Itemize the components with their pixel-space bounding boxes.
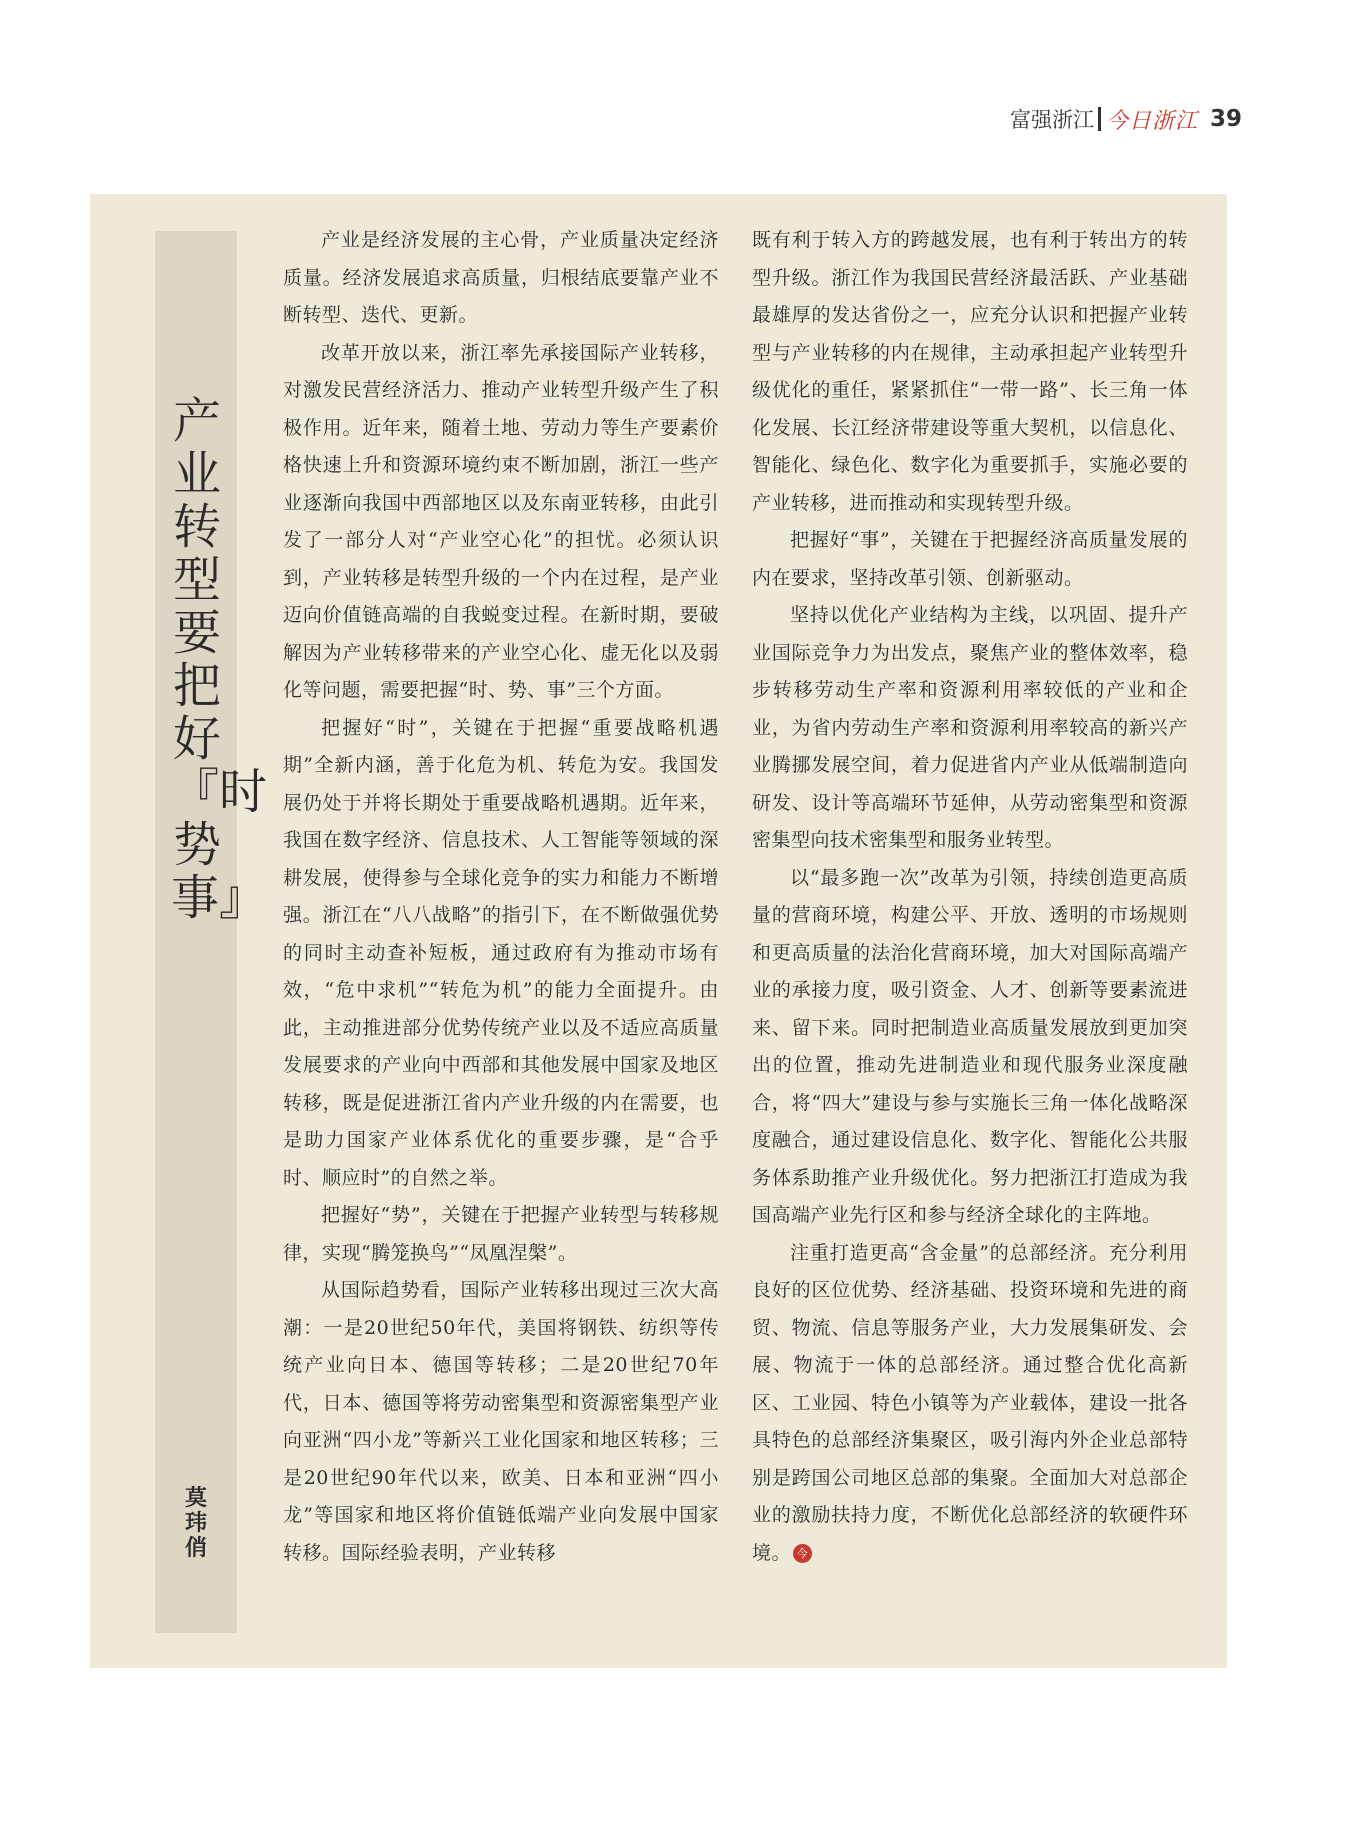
- paragraph: 坚持以优化产业结构为主线，以巩固、提升产业国际竞争力为出发点，聚焦产业的整体效率，稳步转移劳动生产率和资源利用率较低的产业和企业，为省内劳动生产率和资源利用率较高的新兴产业腾挪发展空间，着力促进省内产业从低端制造向研发、设计等高端环节延伸，从劳动密集型和资源密集型向技术密集型和服务业转型。: [752, 604, 1188, 851]
- paragraph-text: 注重打造更高“含金量”的总部经济。充分利用良好的区位优势、经济基础、投资环境和先进的商贸、物流、信息等服务产业，大力发展集研发、会展、物流于一体的总部经济。通过整合优化高新区、工业园、特色小镇等为产业载体，建设一批各具特色的总部经济集聚区，吸引海内外企业总部特别是跨国公司地区总部的集聚。全面加大对总部企业的激励扶持力度，不断优化总部经济的软硬件环境。: [752, 1241, 1188, 1564]
- article-title: 产业转型要把好『时势事』: [171, 393, 268, 926]
- paragraph: 从国际趋势看，国际产业转移出现过三次大高潮：一是20世纪50年代，美国将钢铁、纺织等传统产业向日本、德国等转移；二是20世纪70年代，日本、德国等将劳动密集型和资源密集型产业向亚洲“四小龙”等新兴工业化国家和地区转移；三是20世纪90年代以来，欧美、日本和亚洲“四小龙”等国家和地区将价值链低端产业向发展中国家转移。国际经验表明，产业转移: [283, 1279, 719, 1564]
- paragraph: 把握好“势”，关键在于把握产业转型与转移规律，实现“腾笼换鸟”“凤凰涅槃”。: [283, 1204, 719, 1264]
- page-header: [1010, 102, 1242, 136]
- magazine-logo: 今日浙江: [1106, 108, 1199, 134]
- paragraph-continuation: 既有利于转入方的跨越发展，也有利于转出方的转型升级。浙江作为我国民营经济最活跃、产业基础最雄厚的发达省份之一，应充分认识和把握产业转型与产业转移的内在规律，主动承担起产业转型升级优化的重任，紧紧抓住“一带一路”、长三角一体化发展、长江经济带建设等重大契机，以信息化、智能化、绿色化、数字化为重要抓手，实施必要的产业转移，进而推动和实现转型升级。: [752, 229, 1188, 514]
- paragraph: 产业是经济发展的主心骨，产业质量决定经济质量。经济发展追求高质量，归根结底要靠产业不断转型、迭代、更新。: [283, 229, 719, 326]
- paragraph: 改革开放以来，浙江率先承接国际产业转移，对激发民营经济活力、推动产业转型升级产生了积极作用。近年来，随着土地、劳动力等生产要素价格快速上升和资源环境约束不断加剧，浙江一些产业逐渐向我国中西部地区以及东南亚转移，由此引发了一部分人对“产业空心化”的担忧。必须认识到，产业转移是转型升级的一个内在过程，是产业迈向价值链高端的自我蜕变过程。在新时期，要破解因为产业转移带来的产业空心化、虚无化以及弱化等问题，需要把握“时、势、事”三个方面。: [283, 341, 719, 701]
- article-author: 莫玮俏: [184, 1486, 207, 1561]
- paragraph: [752, 1235, 1188, 1573]
- header-divider: [1098, 107, 1101, 131]
- end-mark-icon: 今: [793, 1544, 812, 1563]
- paragraph: 把握好“时”，关键在于把握“重要战略机遇期”全新内涵，善于化危为机、转危为安。我国发展仍处于并将长期处于重要战略机遇期。近年来，我国在数字经济、信息技术、人工智能等领域的深耕发展，使得参与全球化竞争的实力和能力不断增强。浙江在“八八战略”的指引下，在不断做强优势的同时主动查补短板，通过政府有为推动市场有效，“危中求机”“转危为机”的能力全面提升。由此，主动推进部分优势传统产业以及不适应高质量发展要求的产业向中西部和其他发展中国家及地区转移，既是促进浙江省内产业升级的内在需要，也是助力国家产业体系优化的重要步骤，是“合乎时、顺应时”的自然之举。: [283, 716, 719, 1189]
- right-column: [752, 222, 1188, 1572]
- page-number: 39: [1210, 106, 1243, 132]
- left-column: [283, 222, 719, 1572]
- paragraph: 把握好“事”，关键在于把握经济高质量发展的内在要求，坚持改革引领、创新驱动。: [752, 529, 1188, 589]
- section-name: 富强浙江: [1010, 108, 1094, 132]
- paragraph: 以“最多跑一次”改革为引领，持续创造更高质量的营商环境，构建公平、开放、透明的市场规则和更高质量的法治化营商环境，加大对国际高端产业的承接力度，吸引资金、人才、创新等要素流进来、留下来。同时把制造业高质量发展放到更加突出的位置，推动先进制造业和现代服务业深度融合，将“四大”建设与参与实施长三角一体化战略深度融合，通过建设信息化、数字化、智能化公共服务体系助推产业升级优化。努力把浙江打造成为我国高端产业先行区和参与经济全球化的主阵地。: [752, 866, 1188, 1226]
